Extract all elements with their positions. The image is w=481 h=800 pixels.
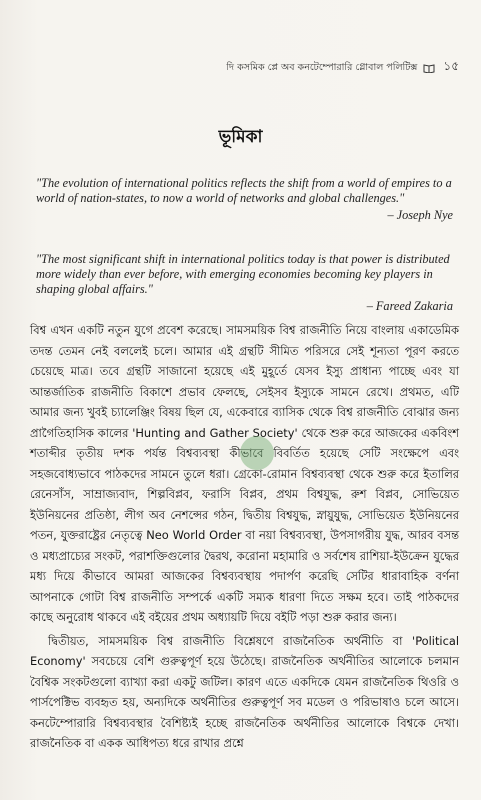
quote-text: "The most significant shift in international politics today is that power is distributed more widely than ever before, with emerging economies becoming key players in shaping global affairs." [36,252,450,296]
body-text [30,320,459,754]
running-header [150,58,459,78]
running-title: দি কসমিক প্লে অব কনটেম্পোরারি গ্লোবাল পলিটিক্স [226,61,418,73]
page-number: ১৫ [443,59,459,73]
green-mark [240,436,274,470]
chapter-title: ভূমিকা [218,127,263,147]
open-book-icon [423,63,435,73]
quote-author: – Fareed Zakaria [366,299,453,313]
epigraph-quote [36,252,453,314]
epigraph-quote [36,176,453,223]
quote-text: "The evolution of international politics reflects the shift from a world of empires to a world of nation-states, to now a world of networks and global challenges." [36,176,452,205]
paragraph: বিশ্ব এখন একটি নতুন যুগে প্রবেশ করেছে। সামসময়িক বিশ্ব রাজনীতি নিয়ে বাংলায় একাডেমিক তদন্ত তেমন নেই বললেই চলে। আমার এই গ্রন্থটি সীমিত পরিসরে সেই শূন্যতা পূরণ করতে চেয়েছে মাত্র। তবে গ্রন্থটি সাজানো হয়েছে এই মুহূর্তে যেসব ইস্যু প্রাধান্য পাচ্ছে এবং যা আন্তর্জাতিক রাজনীতি বিকাশে প্রভাব ফেলছে, সেইসব ইস্যুকে সামনে রেখে। প্রথমত, এটি আমার জন্য খুবই চ্যালেঞ্জিং বিষয় ছিল যে, একেবারে ব্যাসিক থেকে বিশ্ব রাজনীতি বোঝার জন্য প্রাগৈতিহাসিক কালের 'Hunting and Gather Society' থেকে শুরু করে আজকের একবিংশ শতাব্দীর তৃতীয় দশক পর্যন্ত বিশ্বব্যবস্থা কীভাবে বিবর্তিত হয়েছে সেটি সংক্ষেপে এবং সহজবোধ্যভাবে পাঠকদের সামনে তুলে ধরা। গ্রেকো-রোমান বিশ্বব্যবস্থা থেকে শুরু করে ইতালির রেনেসাঁস, সাম্রাজ্যবাদ, শিল্পবিপ্লব, ফরাসি বিপ্লব, প্রথম বিশ্বযুদ্ধ, রুশ বিপ্লব, সোভিয়েত ইউনিয়নের প্রতিষ্ঠা, লীগ অব নেশন্সের গঠন, দ্বিতীয় বিশ্বযুদ্ধ, স্নায়ুযুদ্ধ, সোভিয়েত ইউনিয়নের পতন, যুক্তরাষ্ট্রের নেতৃত্বে Neo World Order বা নয়া বিশ্বব্যবস্থা, উপসাগরীয় যুদ্ধ, আরব বসন্ত ও মধ্যপ্রাচ্যের সংকট, পরাশক্তিগুলোর দ্বৈরথ, করোনা মহামারি ও সর্বশেষ রাশিয়া-ইউক্রেন যুদ্ধের মধ্য দিয়ে কীভাবে আমরা আজকের বিশ্বব্যবস্থায় পদার্পণ করেছি সেটির ধারাবাহিক বর্ণনা আপনাকে গোটা বিশ্ব রাজনীতি সম্পর্কে একটি সম্যক ধারণা দিতে সক্ষম হবে। তাই পাঠকদের কাছে অনুরোধ থাকবে এই বইয়ের প্রথম অধ্যায়টি দিয়ে বইটি পড়া শুরু করার জন্য। [30,323,459,624]
paragraph: দ্বিতীয়ত, সামসময়িক বিশ্ব রাজনীতি বিশ্লেষণে রাজনৈতিক অর্থনীতি বা 'Political Economy' সবচেয়ে বেশি গুরুত্বপূর্ণ হয়ে উঠেছে। রাজনৈতিক অর্থনীতির আলোকে চলমান বৈশ্বিক সংকটগুলো ব্যাখ্যা করা একটু জটিল। কারণ এতে একদিকে যেমন রাজনৈতিক থিওরি ও পার্সপেক্টিভ ব্যবহৃত হয়, অন্যদিকে অর্থনীতির গুরুত্বপূর্ণ সব মডেল ও পরিভাষাও চলে আসে। কনটেম্পোরারি বিশ্বব্যবস্থার বৈশিষ্ট্যই হচ্ছে রাজনৈতিক অর্থনীতির আলোকে বিশ্বকে দেখা। রাজনৈতিক বা একক আধিপত্য ধরে রাখার প্রশ্নে [30,633,459,750]
quote-author: – Joseph Nye [387,208,453,222]
